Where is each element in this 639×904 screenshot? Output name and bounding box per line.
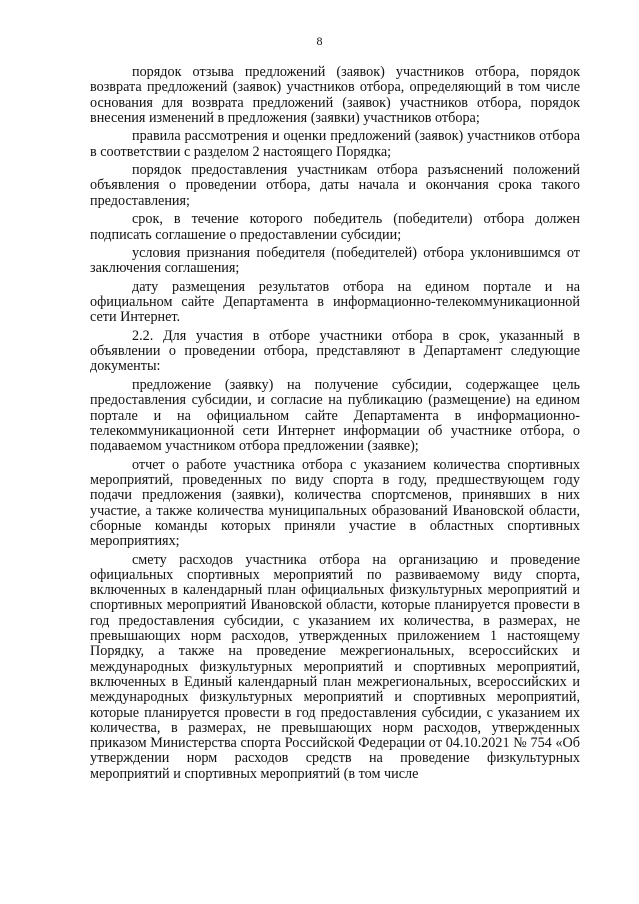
paragraph: срок, в течение которого победитель (победители) отбора должен подписать соглашение о предоставлении субсидии; xyxy=(90,211,580,243)
paragraph: условия признания победителя (победителей) отбора уклонившимся от заключения соглашения; xyxy=(90,245,580,277)
paragraph: правила рассмотрения и оценки предложений (заявок) участников отбора в соответствии с разделом 2 настоящего Порядка; xyxy=(90,128,580,160)
page-number: 8 xyxy=(316,34,323,48)
paragraph: отчет о работе участника отбора с указанием количества спортивных мероприятий, проведенных по виду спорта в году, предшествующем году подачи предложения (заявки), количества спортсменов, принявших в них участие, а также количества муниципальных образований Ивановской области, сборные команды которых приняли участие в областных спортивных мероприятиях; xyxy=(90,456,580,550)
document-body xyxy=(90,65,580,785)
paragraph: порядок отзыва предложений (заявок) участников отбора, порядок возврата предложений (заявок) участников отбора, определяющий в том числе основания для возврата предложений (заявок) участников отбора, порядок внесения изменений в предложения (заявки) участников отбора; xyxy=(90,64,580,126)
paragraph: смету расходов участника отбора на организацию и проведение официальных спортивных мероприятий по развиваемому виду спорта, включенных в календарный план официальных физкультурных мероприятий и спортивных мероприятий Ивановской области, которые планируется провести в год предоставления субсидии, с указанием их количества, в размерах, не превышающих норм расходов, утвержденных приложением 1 настоящему Порядку, а также на проведение межрегиональных, всероссийских и международных физкультурных мероприятий и спортивных мероприятий, включенных в Единый календарный план межрегиональных, всероссийских и международных физкультурных мероприятий и спортивных мероприятий, которые планируется провести в год предоставления субсидии, с указанием их количества, в размерах, не превышающих норм расходов, утвержденных приказом Министерства спорта Российской Федерации от 04.10.2021 № 754 «Об утверждении норм расходов средств на проведение физкультурных мероприятий и спортивных мероприятий (в том числе xyxy=(90,551,580,782)
paragraph: 2.2. Для участия в отборе участники отбора в срок, указанный в объявлении о проведении отбора, представляют в Департамент следующие документы: xyxy=(90,327,580,375)
paragraph: дату размещения результатов отбора на едином портале и на официальном сайте Департамента в информационно-телекоммуникационной сети Интернет. xyxy=(90,278,580,326)
paragraph: порядок предоставления участникам отбора разъяснений положений объявления о проведении отбора, даты начала и окончания срока такого предоставления; xyxy=(90,162,580,209)
paragraph: предложение (заявку) на получение субсидии, содержащее цель предоставления субсидии, и согласие на публикацию (размещение) на едином портале и на официальном сайте Департамента в информационно-телекоммуникационной сети Интернет информации об участнике отбора, о подаваемом участником отбора предложении (заявке); xyxy=(90,376,580,455)
